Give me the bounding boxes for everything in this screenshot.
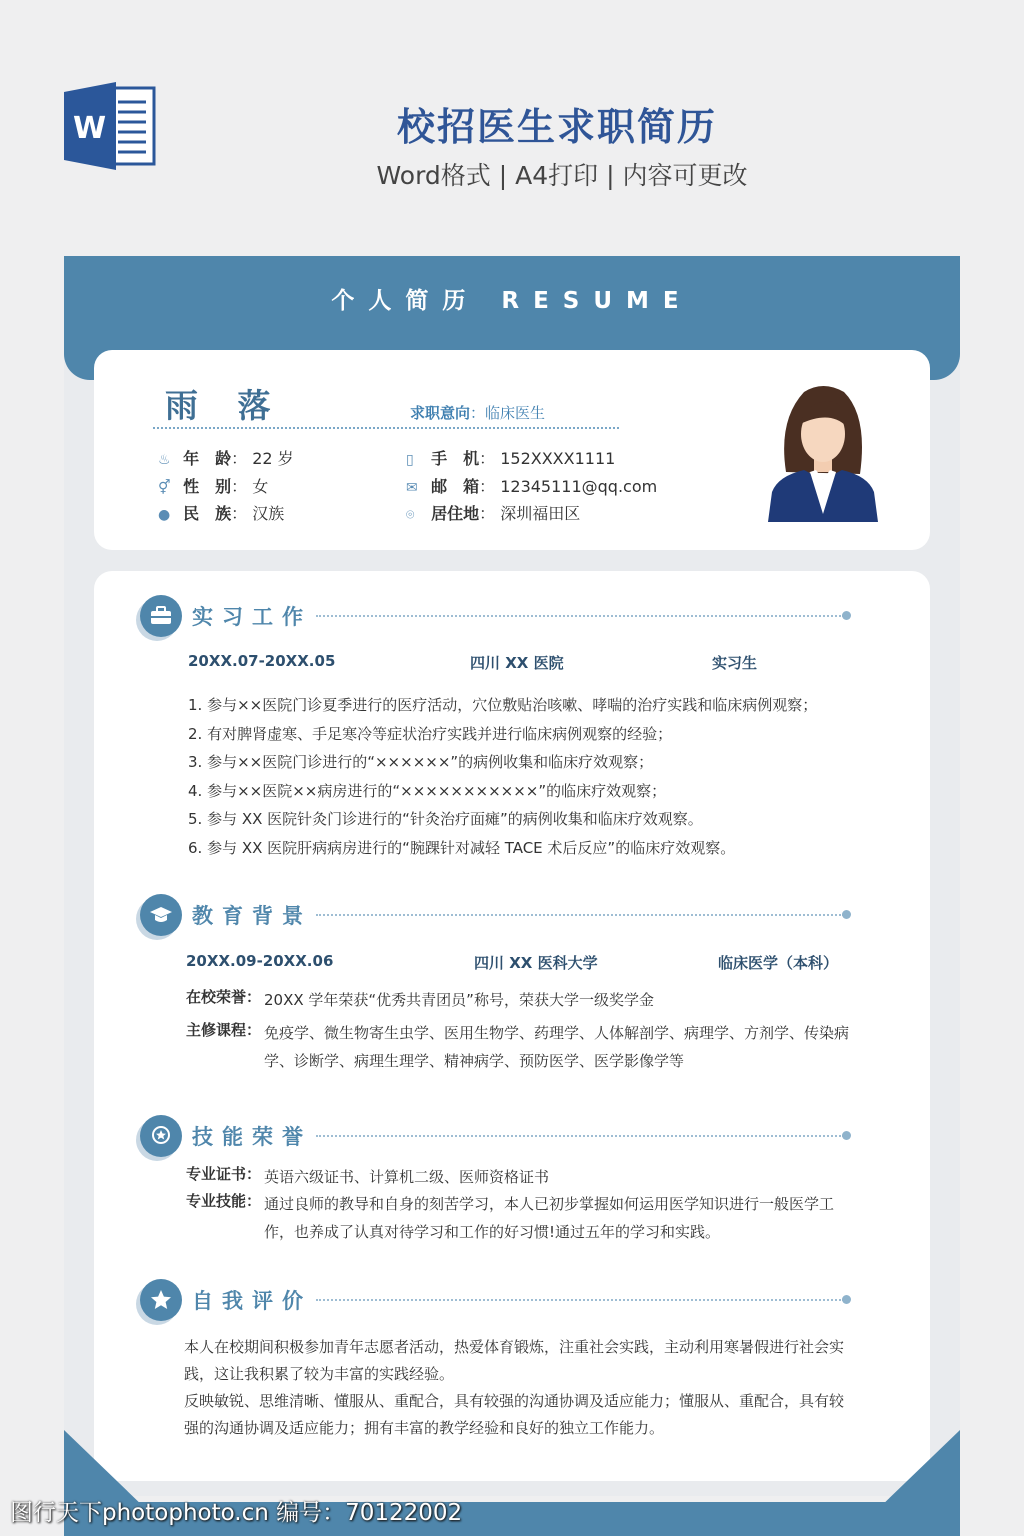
- location-pin-icon: ⌾: [406, 507, 415, 523]
- phone-row: ▯ 手 机： 152XXXX1111: [406, 446, 615, 469]
- gender-row: ⚥ 性 别： 女: [158, 474, 268, 497]
- courses-value: 免疫学、微生物寄生虫学、医用生物学、药理学、人体解剖学、病理学、方剂学、传染病学、诊断学、病理生理学、精神病学、预防医学、医学影像学等: [264, 1024, 850, 1070]
- name-divider: [153, 427, 619, 429]
- cert-label: 专业证书：: [186, 1165, 262, 1183]
- star-icon: [140, 1279, 182, 1321]
- phone-value: 152XXXX1111: [500, 449, 616, 468]
- skill-value: 通过良师的教导和自身的刻苦学习，本人已初步掌握如何运用医学知识进行一般医学工作，也养成了认真对待学习和工作的好习惯!通过五年的学习和实践。: [264, 1195, 835, 1241]
- courses-label: 主修课程：: [186, 1021, 262, 1039]
- honors-value: 20XX 学年荣获“优秀共青团员”称号，荣获大学一级奖学金: [264, 991, 654, 1009]
- cake-icon: ♨: [158, 452, 171, 468]
- skill-label: 专业技能：: [186, 1192, 262, 1210]
- email-value: 12345111@qq.com: [500, 477, 658, 496]
- phone-label: 手 机: [431, 449, 480, 468]
- gender-icon: ⚥: [158, 480, 171, 496]
- internship-role: 实习生: [712, 654, 758, 672]
- age-label: 年 龄: [183, 449, 232, 468]
- honors-label: 在校荣誉：: [186, 988, 262, 1006]
- job-intent-label: 求职意向: [410, 404, 471, 422]
- phone-icon: ▯: [406, 452, 414, 468]
- section-divider: [316, 615, 844, 617]
- page-title: 校招医生求职简历: [396, 105, 717, 149]
- internship-org: 四川 XX 医院: [470, 654, 564, 672]
- avatar: [764, 380, 882, 522]
- email-row: ✉ 邮 箱： 12345111@qq.com: [406, 474, 657, 497]
- section-dot: [842, 1295, 851, 1304]
- age-value: 22 岁: [252, 449, 294, 468]
- gender-label: 性 别: [183, 477, 232, 496]
- briefcase-icon: [140, 595, 182, 637]
- section-divider: [316, 914, 844, 916]
- section-divider: [316, 1299, 844, 1301]
- section-internship: [134, 595, 854, 641]
- section-divider: [316, 1135, 844, 1137]
- list-item: 1. 参与××医院门诊夏季进行的医疗活动，穴位敷贴治咳嗽、哮喘的治疗实践和临床病例观察；: [188, 696, 818, 714]
- watermark: 图行天下photophoto.cn 编号：70122002: [10, 1500, 463, 1526]
- address-value: 深圳福田区: [500, 504, 581, 523]
- award-medal-icon: [140, 1115, 182, 1157]
- job-intent-value: 临床医生: [485, 404, 546, 422]
- list-item: 2. 有对脾肾虚寒、手足寒冷等症状治疗实践并进行临床病例观察的经验；: [188, 725, 673, 743]
- section-skills: [134, 1115, 854, 1161]
- section-dot: [842, 910, 851, 919]
- education-school: 四川 XX 医科大学: [474, 954, 598, 972]
- self-eval-paragraph: 反映敏锐、思维清晰、懂服从、重配合，具有较强的沟通协调及适应能力；懂服从、重配合，具有较强的沟通协调及适应能力；拥有丰富的教学经验和良好的独立工作能力。: [184, 1392, 845, 1437]
- section-dot: [842, 1131, 851, 1140]
- resume-banner-title: 个人简历 RESUME: [331, 288, 693, 314]
- section-self-eval: [134, 1279, 854, 1325]
- section-dot: [842, 611, 851, 620]
- section-title: 教育背景: [192, 904, 312, 928]
- ethnicity-label: 民 族: [183, 504, 232, 523]
- section-title: 自我评价: [192, 1289, 312, 1313]
- cert-value: 英语六级证书、计算机二级、医师资格证书: [264, 1168, 550, 1186]
- person-icon: ●: [158, 507, 171, 523]
- graduation-cap-icon: [140, 894, 182, 936]
- page-subtitle: Word格式 | A4打印 | 内容可更改: [376, 161, 748, 190]
- education-major: 临床医学（本科）: [718, 954, 839, 972]
- address-label: 居住地: [431, 504, 480, 523]
- address-row: ⌾ 居住地： 深圳福田区: [406, 501, 580, 524]
- age-row: ♨ 年 龄： 22 岁: [158, 446, 294, 469]
- list-item: 6. 参与 XX 医院肝病病房进行的“腕踝针对减轻 TACE 术后反应”的临床疗效观察。: [188, 839, 736, 857]
- list-item: 5. 参与 XX 医院针灸门诊进行的“针灸治疗面瘫”的病例收集和临床疗效观察。: [188, 810, 703, 828]
- ethnicity-value: 汉族: [252, 504, 285, 523]
- gender-value: 女: [252, 477, 269, 496]
- section-education: [134, 894, 854, 940]
- education-period: 20XX.09-20XX.06: [186, 952, 334, 970]
- section-title: 实习工作: [192, 605, 312, 629]
- self-eval-paragraph: 本人在校期间积极参加青年志愿者活动，热爱体育锻炼，注重社会实践，主动利用寒暑假进行社会实践，这让我积累了较为丰富的实践经验。: [184, 1338, 845, 1383]
- job-intent: 求职意向：临床医生: [410, 404, 546, 422]
- envelope-icon: ✉: [406, 480, 418, 496]
- ethnicity-row: ● 民 族： 汉族: [158, 501, 284, 524]
- section-title: 技能荣誉: [192, 1125, 312, 1149]
- list-item: 4. 参与××医院××病房进行的“×××××××××××”的临床疗效观察；: [188, 782, 667, 800]
- list-item: 3. 参与××医院门诊进行的“××××××”的病例收集和临床疗效观察；: [188, 753, 654, 771]
- candidate-name: 雨 落: [165, 386, 285, 425]
- internship-period: 20XX.07-20XX.05: [188, 652, 336, 670]
- email-label: 邮 箱: [431, 477, 480, 496]
- word-logo-letter: W: [73, 111, 107, 146]
